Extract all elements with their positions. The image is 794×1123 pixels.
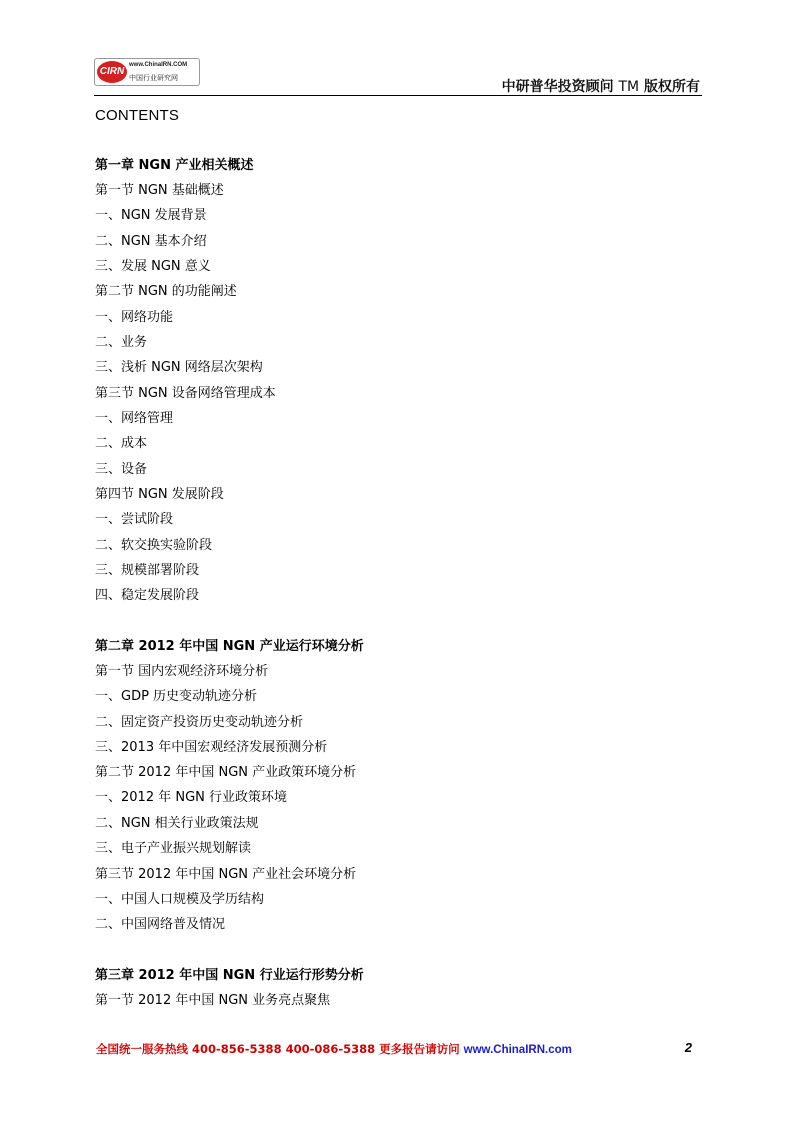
toc-item: 一、网络管理: [95, 411, 174, 426]
toc-item: 一、GDP 历史变动轨迹分析: [95, 689, 258, 704]
toc-item: 三、2013 年中国宏观经济发展预测分析: [95, 740, 328, 755]
header-rights: 版权所有: [644, 79, 700, 95]
toc-item: 二、NGN 基本介绍: [95, 234, 207, 249]
header-company: 中研普华投资顾问: [501, 79, 614, 95]
toc-item: 二、NGN 相关行业政策法规: [95, 816, 259, 831]
header-divider: [94, 95, 702, 96]
contents-title: CONTENTS: [95, 107, 180, 124]
toc-item: 三、设备: [95, 462, 148, 477]
header-title: [502, 76, 700, 96]
toc-section: 第四节 NGN 发展阶段: [95, 487, 224, 502]
footer-hotline: [96, 1041, 572, 1057]
toc-section: 第三节 2012 年中国 NGN 产业社会环境分析: [95, 867, 357, 882]
toc-item: 一、尝试阶段: [95, 512, 174, 527]
toc-item: 一、网络功能: [95, 310, 174, 325]
toc-section: 第一节 国内宏观经济环境分析: [95, 664, 269, 679]
toc-item: 一、2012 年 NGN 行业政策环境: [95, 790, 288, 805]
toc-section: 第一节 NGN 基础概述: [95, 183, 224, 198]
toc-item: 二、成本: [95, 436, 148, 451]
toc-item: 二、中国网络普及情况: [95, 917, 226, 932]
toc-chapter: 第二章 2012 年中国 NGN 产业运行环境分析: [95, 639, 364, 654]
toc-item: 二、固定资产投资历史变动轨迹分析: [95, 715, 304, 730]
footer-website-link[interactable]: www.ChinaIRN.com: [463, 1044, 572, 1056]
toc-item: 三、浅析 NGN 网络层次架构: [95, 360, 263, 375]
trademark-mark: TM: [618, 79, 640, 95]
toc-item: 二、业务: [95, 335, 148, 350]
logo-chinese-name: 中国行业研究网: [129, 74, 178, 82]
toc-item: 三、规模部署阶段: [95, 563, 200, 578]
toc-section: 第一节 2012 年中国 NGN 业务亮点聚焦: [95, 993, 331, 1008]
toc-item: 一、NGN 发展背景: [95, 208, 207, 223]
toc-chapter: 第三章 2012 年中国 NGN 行业运行形势分析: [95, 968, 364, 983]
toc-item: 三、发展 NGN 意义: [95, 259, 211, 274]
toc-chapter: 第一章 NGN 产业相关概述: [95, 158, 254, 173]
footer-hotline-text: 全国统一服务热线 400-856-5388 400-086-5388 更多报告请访问: [96, 1042, 460, 1056]
toc-item: 四、稳定发展阶段: [95, 588, 200, 603]
toc-item: 二、软交换实验阶段: [95, 538, 213, 553]
page-number: 2: [684, 1040, 692, 1055]
toc-section: 第二节 NGN 的功能阐述: [95, 284, 237, 299]
toc-item: 三、电子产业振兴规划解读: [95, 841, 252, 856]
toc-item: 一、中国人口规模及学历结构: [95, 892, 265, 907]
toc-section: 第二节 2012 年中国 NGN 产业政策环境分析: [95, 765, 357, 780]
logo-url: www.ChinaIRN.COM: [129, 62, 188, 68]
company-logo: [94, 58, 200, 86]
toc-section: 第三节 NGN 设备网络管理成本: [95, 386, 276, 401]
logo-mark: CIRN: [97, 61, 127, 83]
